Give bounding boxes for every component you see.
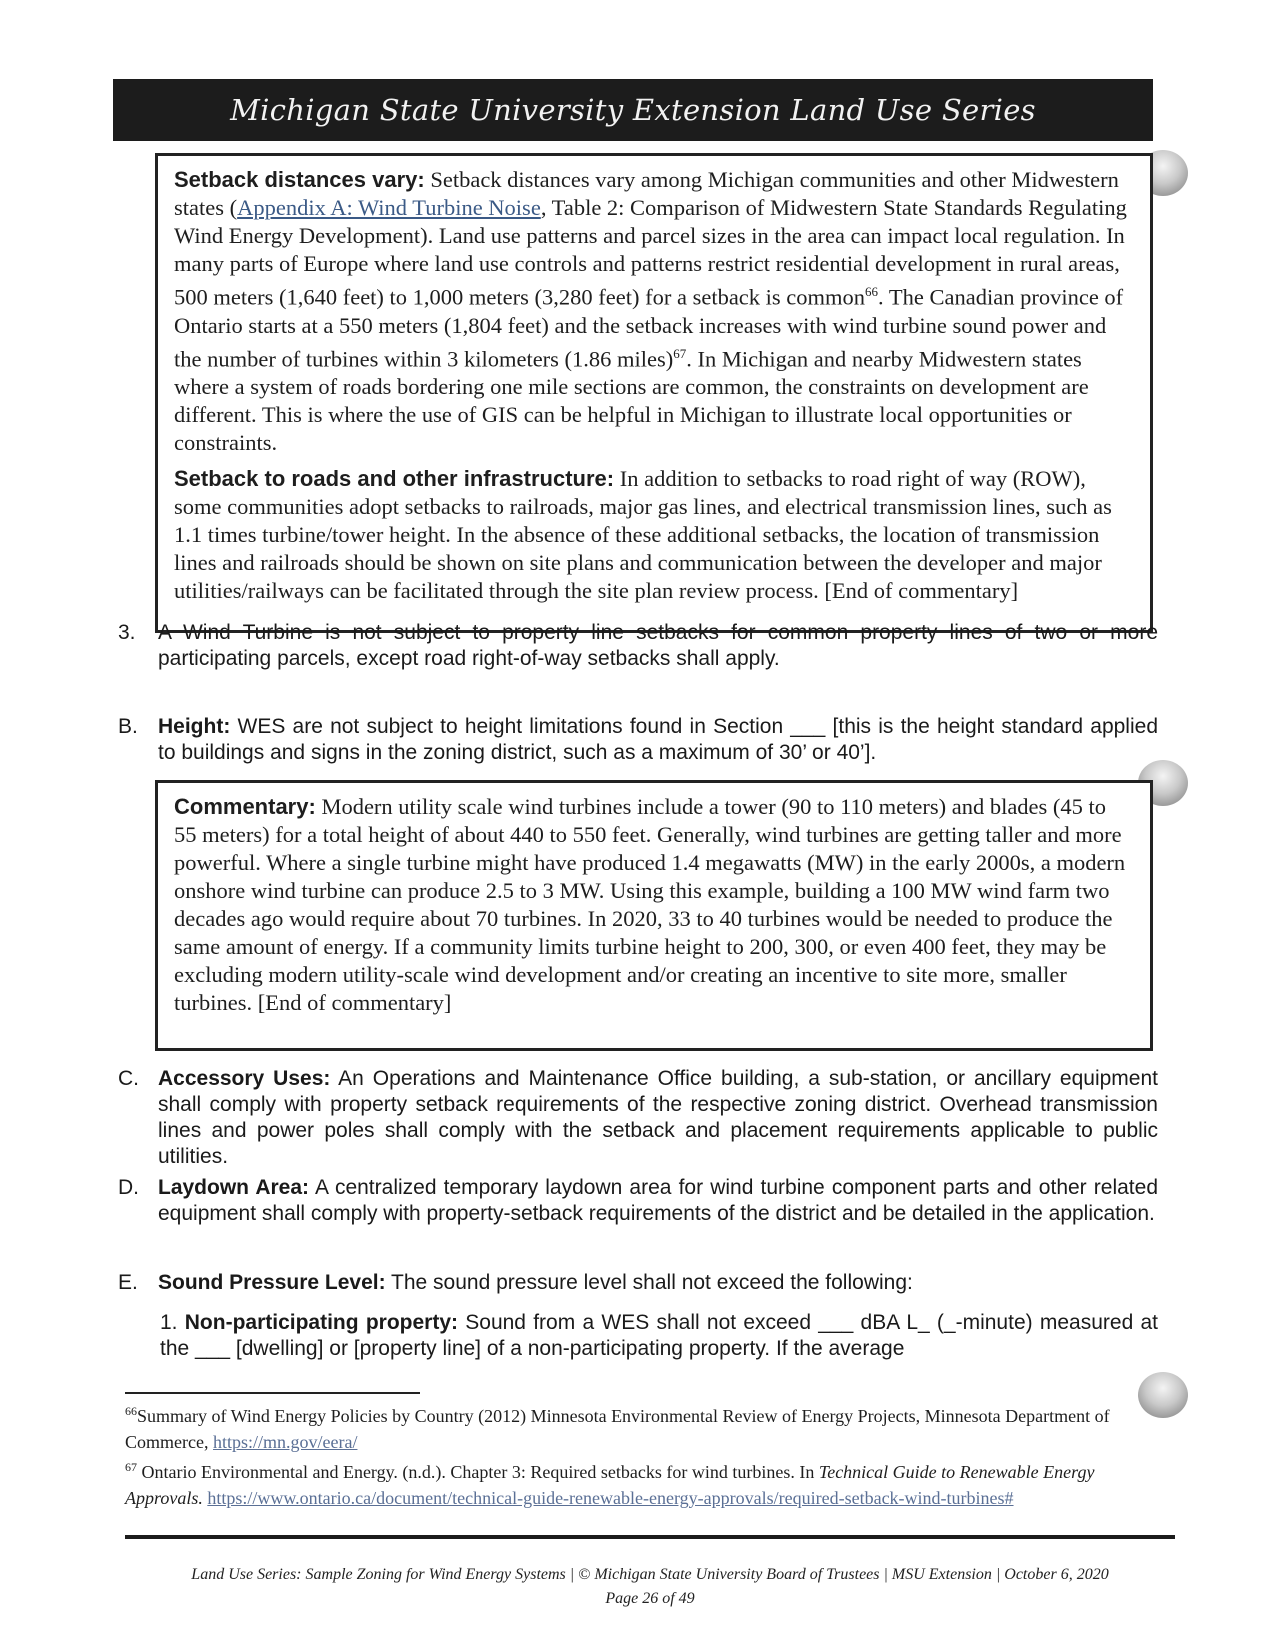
list-item-laydown-area (118, 1175, 1158, 1227)
list-item-height (118, 714, 1158, 766)
appendix-link[interactable]: Appendix A: Wind Turbine Noise (237, 195, 541, 220)
footnote-link[interactable]: https://www.ontario.ca/document/technical-guide-renewable-energy-approvals/required-setback-wind-turbines# (207, 1488, 1014, 1508)
footnote-number: 66 (125, 1404, 137, 1418)
item-lead: Sound Pressure Level: (158, 1271, 386, 1294)
footnote-divider (125, 1392, 420, 1394)
paragraph-text: . In Michigan and nearby Midwestern states where a system of roads bordering one mile sections are common, the constraints on development are different. This is where the use of GIS can be helpful in Michigan to illustrate local opportunities or constraints. (174, 346, 1089, 455)
paragraph-text: . The Canadian province of Ontario starts at a 550 meters (1,804 feet) and the setback increases with wind turbine sound power and the number of turbines within 3 kilometers (1.86 miles) (174, 284, 1124, 371)
footnote-67 (125, 1454, 1155, 1511)
paragraph-lead: Commentary: (174, 794, 316, 819)
paragraph-text: In addition to setbacks to road right of way (ROW), some communities adopt setbacks to railroads, major gas lines, and electrical transmission lines, such as 1.1 times turbine/tower height. In the absence of these additional setbacks, the location of transmission lines and railroads should be shown on site plans and communication between the developer and major utilities/railways can be facilitated through the site plan review process. [End of commentary] (174, 466, 1112, 603)
item-text: WES are not subject to height limitations found in Section ___ [this is the height standard applied to buildings and signs in the zoning district, such as a maximum of 30’ or 40’]. (158, 715, 1158, 764)
commentary-paragraph (174, 465, 1134, 605)
footnote-ref: 66 (865, 284, 879, 299)
paragraph-text: Modern utility scale wind turbines include a tower (90 to 110 meters) and blades (45 to 55 meters) for a total height of about 440 to 550 feet. Generally, wind turbines are getting taller and more powerful. Where a single turbine might have produced 1.4 megawatts (MW) in the early 2000s, a modern onshore wind turbine can produce 2.5 to 3 MW. Using this example, building a 100 MW wind farm two decades ago would require about 70 turbines. In 2020, 33 to 40 turbines would be needed to produce the same amount of energy. If a community limits turbine height to 200, 300, or even 400 feet, they may be excluding modern utility-scale wind development and/or creating an incentive to site more, smaller turbines. [End of commentary] (174, 794, 1126, 1015)
item-text: An Operations and Maintenance Office building, a sub-station, or ancillary equipment shall comply with property setback requirements of the respective zoning district. Overhead transmission lines and power poles shall comply with the setback and placement requirements applicable to public utilities. (158, 1067, 1158, 1168)
item-marker: E. (118, 1271, 138, 1294)
item-lead: Height: (158, 715, 231, 738)
header-title: Michigan State University Extension Land Use Series (230, 93, 1036, 127)
item-marker: B. (118, 715, 138, 738)
item-lead: Non-participating property: (184, 1311, 459, 1334)
commentary-box-height (155, 780, 1153, 1051)
list-item-3 (118, 620, 1158, 672)
item-marker: C. (118, 1067, 139, 1090)
item-marker: D. (118, 1176, 139, 1199)
list-item-sound-pressure (118, 1270, 1158, 1296)
footnote-66 (125, 1398, 1155, 1455)
commentary-paragraph (174, 793, 1134, 1017)
page-footer (125, 1563, 1175, 1611)
commentary-box-setbacks (155, 153, 1153, 633)
item-marker: 3. (118, 621, 136, 644)
footnote-text: Ontario Environmental and Energy. (n.d.). Chapter 3: Required setbacks for wind turbines. In (137, 1462, 819, 1482)
footnote-text: Summary of Wind Energy Policies by Country (2012) Minnesota Environmental Review of Energy Projects, Minnesota Department of Commerce, (125, 1406, 1110, 1452)
item-lead: Accessory Uses: (158, 1067, 331, 1090)
paragraph-lead: Setback distances vary: (174, 167, 425, 192)
sub-item-non-participating (160, 1310, 1158, 1362)
item-text: A Wind Turbine is not subject to property line setbacks for common property lines of two or more participating parcels, except road right-of-way setbacks shall apply. (158, 621, 1158, 670)
footnote-link[interactable]: https://mn.gov/eera/ (212, 1432, 358, 1452)
paragraph-lead: Setback to roads and other infrastructure: (174, 466, 615, 491)
paragraph-text: Setback distances vary among Michigan communities and other Midwestern states ( (174, 167, 1119, 220)
page-header-banner (113, 79, 1153, 141)
list-item-accessory-uses (118, 1066, 1158, 1170)
item-text: The sound pressure level shall not exceed the following: (385, 1271, 913, 1294)
item-text: Sound from a WES shall not exceed ___ dBA L_ (_-minute) measured at the ___ [dwelling] or [property line] of a non-participating property. If the average (160, 1311, 1158, 1360)
page-number: Page 26 of 49 (605, 1590, 695, 1607)
footer-divider (125, 1535, 1175, 1539)
item-marker: 1. (160, 1311, 178, 1334)
commentary-paragraph (174, 166, 1134, 457)
footnote-number: 67 (125, 1460, 137, 1474)
footer-citation: Land Use Series: Sample Zoning for Wind Energy Systems | © Michigan State University Board of Trustees | MSU Extension | October 6, 2020 (191, 1566, 1109, 1583)
item-lead: Laydown Area: (158, 1176, 310, 1199)
paragraph-text: , Table 2: Comparison of Midwestern State Standards Regulating Wind Energy Development). Land use patterns and parcel sizes in the area can impact local regulation. In many parts of Europe where land use controls and patterns restrict residential development in rural areas, 500 meters (1,640 feet) to 1,000 meters (3,280 feet) for a setback is common (174, 195, 1127, 310)
footnote-ref: 67 (673, 345, 687, 361)
item-text: A centralized temporary laydown area for wind turbine component parts and other related equipment shall comply with property-setback requirements of the district and be detailed in the application. (158, 1176, 1158, 1225)
footnote-title: Technical Guide to Renewable Energy Approvals. (125, 1462, 1095, 1508)
